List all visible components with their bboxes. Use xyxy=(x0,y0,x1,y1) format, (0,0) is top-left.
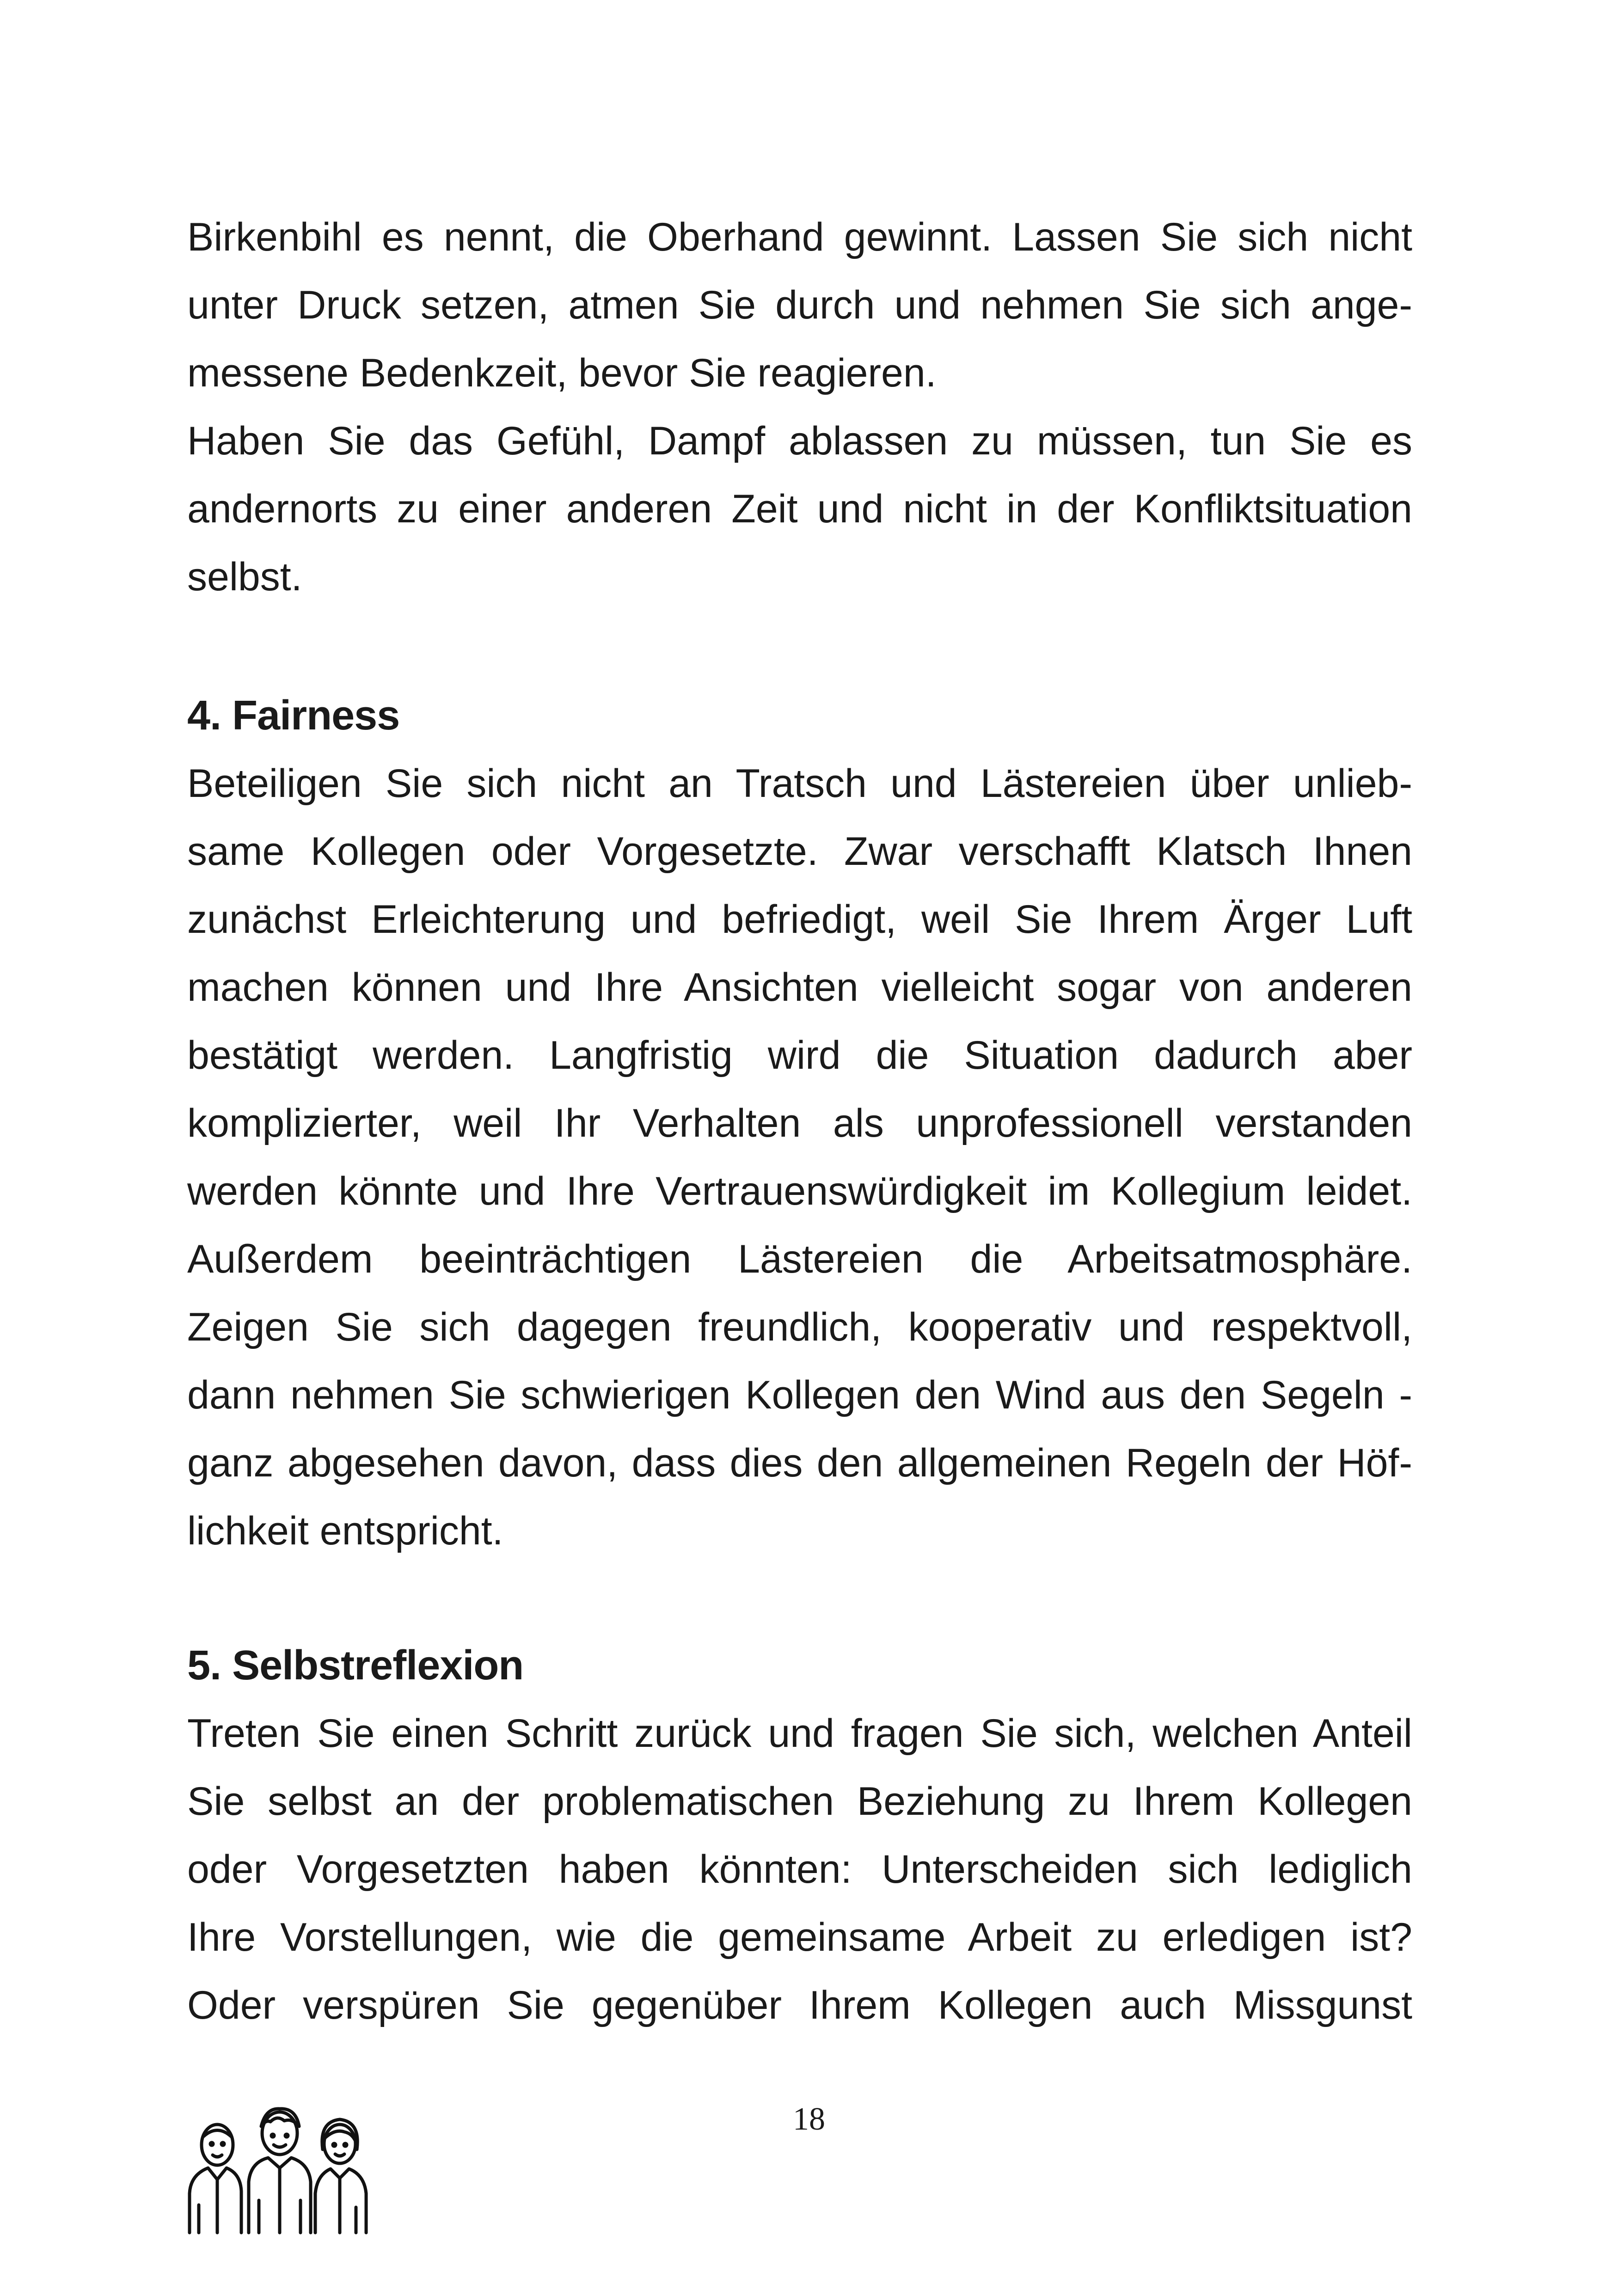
text-line: machen können und Ihre Ansichten vielleicht sogar von anderen xyxy=(187,965,1412,1010)
text-line: Birkenbihl es nennt, die Oberhand gewinnt. Lassen Sie sich nicht xyxy=(187,215,1412,259)
text-line: Sie selbst an der problematischen Beziehung zu Ihrem Kollegen xyxy=(187,1779,1412,1824)
text-line: ganz abgesehen davon, dass dies den allgemeinen Regeln der Höf- xyxy=(187,1441,1412,1485)
page-number: 18 xyxy=(793,2101,825,2137)
text-line: Treten Sie einen Schritt zurück und fragen Sie sich, welchen Anteil xyxy=(187,1711,1412,1756)
paragraph-selbstreflexion xyxy=(187,1700,1412,2039)
text-line: selbst. xyxy=(187,555,302,599)
text-line: zunächst Erleichterung und befriedigt, weil Sie Ihrem Ärger Luft xyxy=(187,897,1412,942)
text-line: same Kollegen oder Vorgesetzte. Zwar verschafft Klatsch Ihnen xyxy=(187,829,1412,874)
text-line: oder Vorgesetzten haben könnten: Unterscheiden sich lediglich xyxy=(187,1847,1412,1892)
text-line: lichkeit entspricht. xyxy=(187,1509,503,1553)
text-line: komplizierter, weil Ihr Verhalten als unprofessionell verstanden xyxy=(187,1101,1412,1145)
text-line: bestätigt werden. Langfristig wird die Situation dadurch aber xyxy=(187,1033,1412,1078)
text-line: werden könnte und Ihre Vertrauenswürdigkeit im Kollegium leidet. xyxy=(187,1169,1412,1213)
text-line: Haben Sie das Gefühl, Dampf ablassen zu müssen, tun Sie es xyxy=(187,419,1412,463)
text-line: Oder verspüren Sie gegenüber Ihrem Kollegen auch Missgunst xyxy=(187,1983,1412,2027)
text-line: Ihre Vorstellungen, wie die gemeinsame Arbeit zu erledigen ist? xyxy=(187,1915,1412,1959)
paragraph-fairness xyxy=(187,750,1412,1565)
three-people-icon xyxy=(185,2099,379,2237)
text-line: andernorts zu einer anderen Zeit und nicht in der Konfliktsituation xyxy=(187,487,1412,531)
text-line: Beteiligen Sie sich nicht an Tratsch und Lästereien über unlieb- xyxy=(187,761,1412,806)
text-line: Außerdem beeinträchtigen Lästereien die Arbeitsatmosphäre. xyxy=(187,1237,1412,1281)
person-left-icon xyxy=(190,2125,241,2233)
text-line: Zeigen Sie sich dagegen freundlich, kooperativ und respektvoll, xyxy=(187,1305,1412,1349)
text-line: unter Druck setzen, atmen Sie durch und nehmen Sie sich ange- xyxy=(187,283,1412,327)
text-line: dann nehmen Sie schwierigen Kollegen den Wind aus den Segeln - xyxy=(187,1373,1412,1417)
text-line: messene Bedenkzeit, bevor Sie reagieren. xyxy=(187,351,937,395)
section-heading-selbstreflexion: 5. Selbstreflexion xyxy=(187,1642,524,1689)
paragraph-continuation xyxy=(187,203,1412,611)
section-heading-fairness: 4. Fairness xyxy=(187,692,400,739)
person-middle-icon xyxy=(249,2109,311,2233)
person-right-icon xyxy=(315,2119,366,2233)
